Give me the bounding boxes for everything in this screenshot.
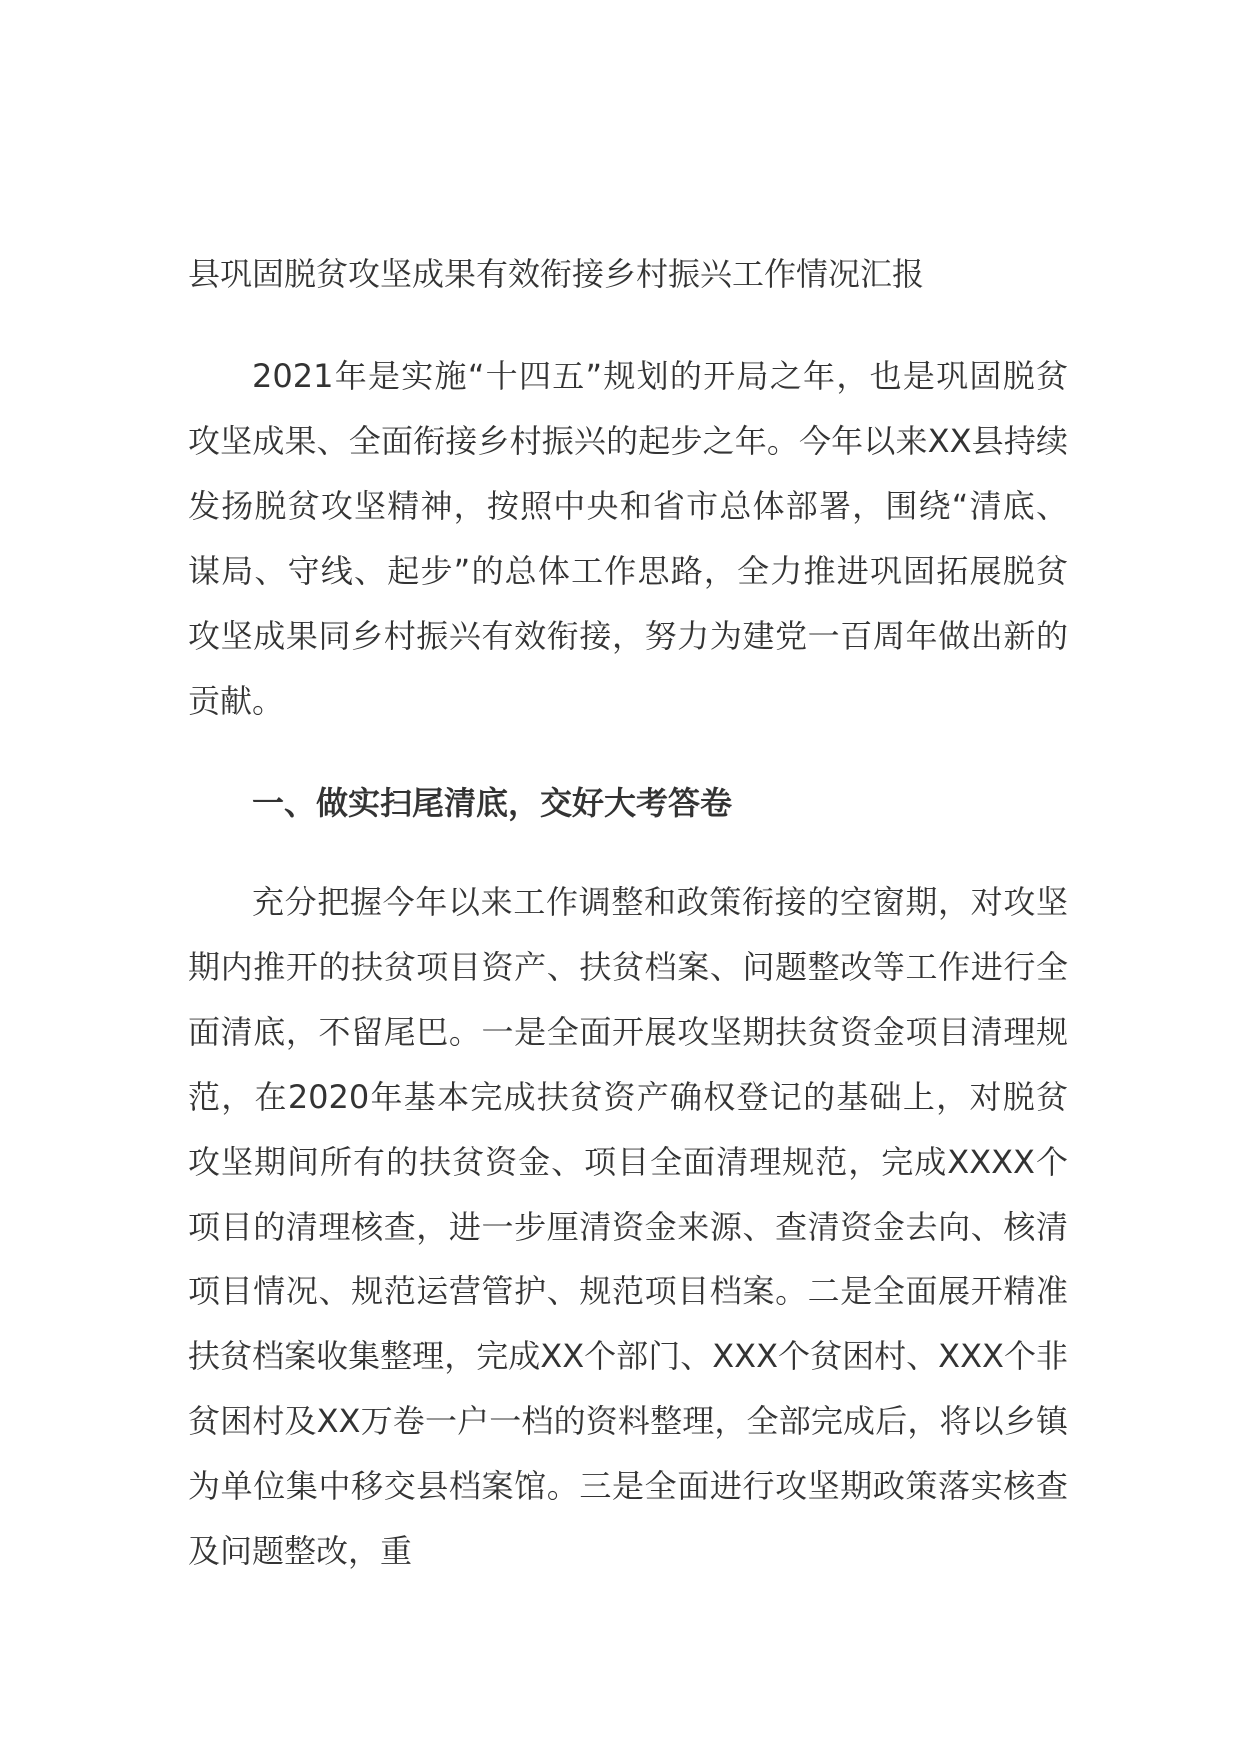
section-body-paragraph: 充分把握今年以来工作调整和政策衔接的空窗期，对攻坚期内推开的扶贫项目资产、扶贫档案、问题整改等工作进行全面清底，不留尾巴。一是全面开展攻坚期扶贫资金项目清理规范，在2020年基本完成扶贫资产确权登记的基础上，对脱贫攻坚期间所有的扶贫资金、项目全面清理规范，完成XXXX个项目的清理核查，进一步厘清资金来源、查清资金去向、核清项目情况、规范运营管护、规范项目档案。二是全面展开精准扶贫档案收集整理，完成XX个部门、XXX个贫困村、XXX个非贫困村及XX万卷一户一档的资料整理，全部完成后，将以乡镇为单位集中移交县档案馆。三是全面进行攻坚期政策落实核查及问题整改，重 — [188, 883, 1068, 1571]
document-title: 县巩固脱贫攻坚成果有效衔接乡村振兴工作情况汇报 — [188, 255, 925, 293]
intro-paragraph: 2021年是实施“十四五”规划的开局之年，也是巩固脱贫攻坚成果、全面衔接乡村振兴的起步之年。今年以来XX县持续发扬脱贫攻坚精神，按照中央和省市总体部署，围绕“清底、谋局、守线、起步”的总体工作思路，全力推进巩固拓展脱贫攻坚成果同乡村振兴有效衔接，努力为建党一百周年做出新的贡献。 — [188, 357, 1068, 720]
section-heading: 一、做实扫尾清底，交好大考答卷 — [252, 784, 733, 822]
